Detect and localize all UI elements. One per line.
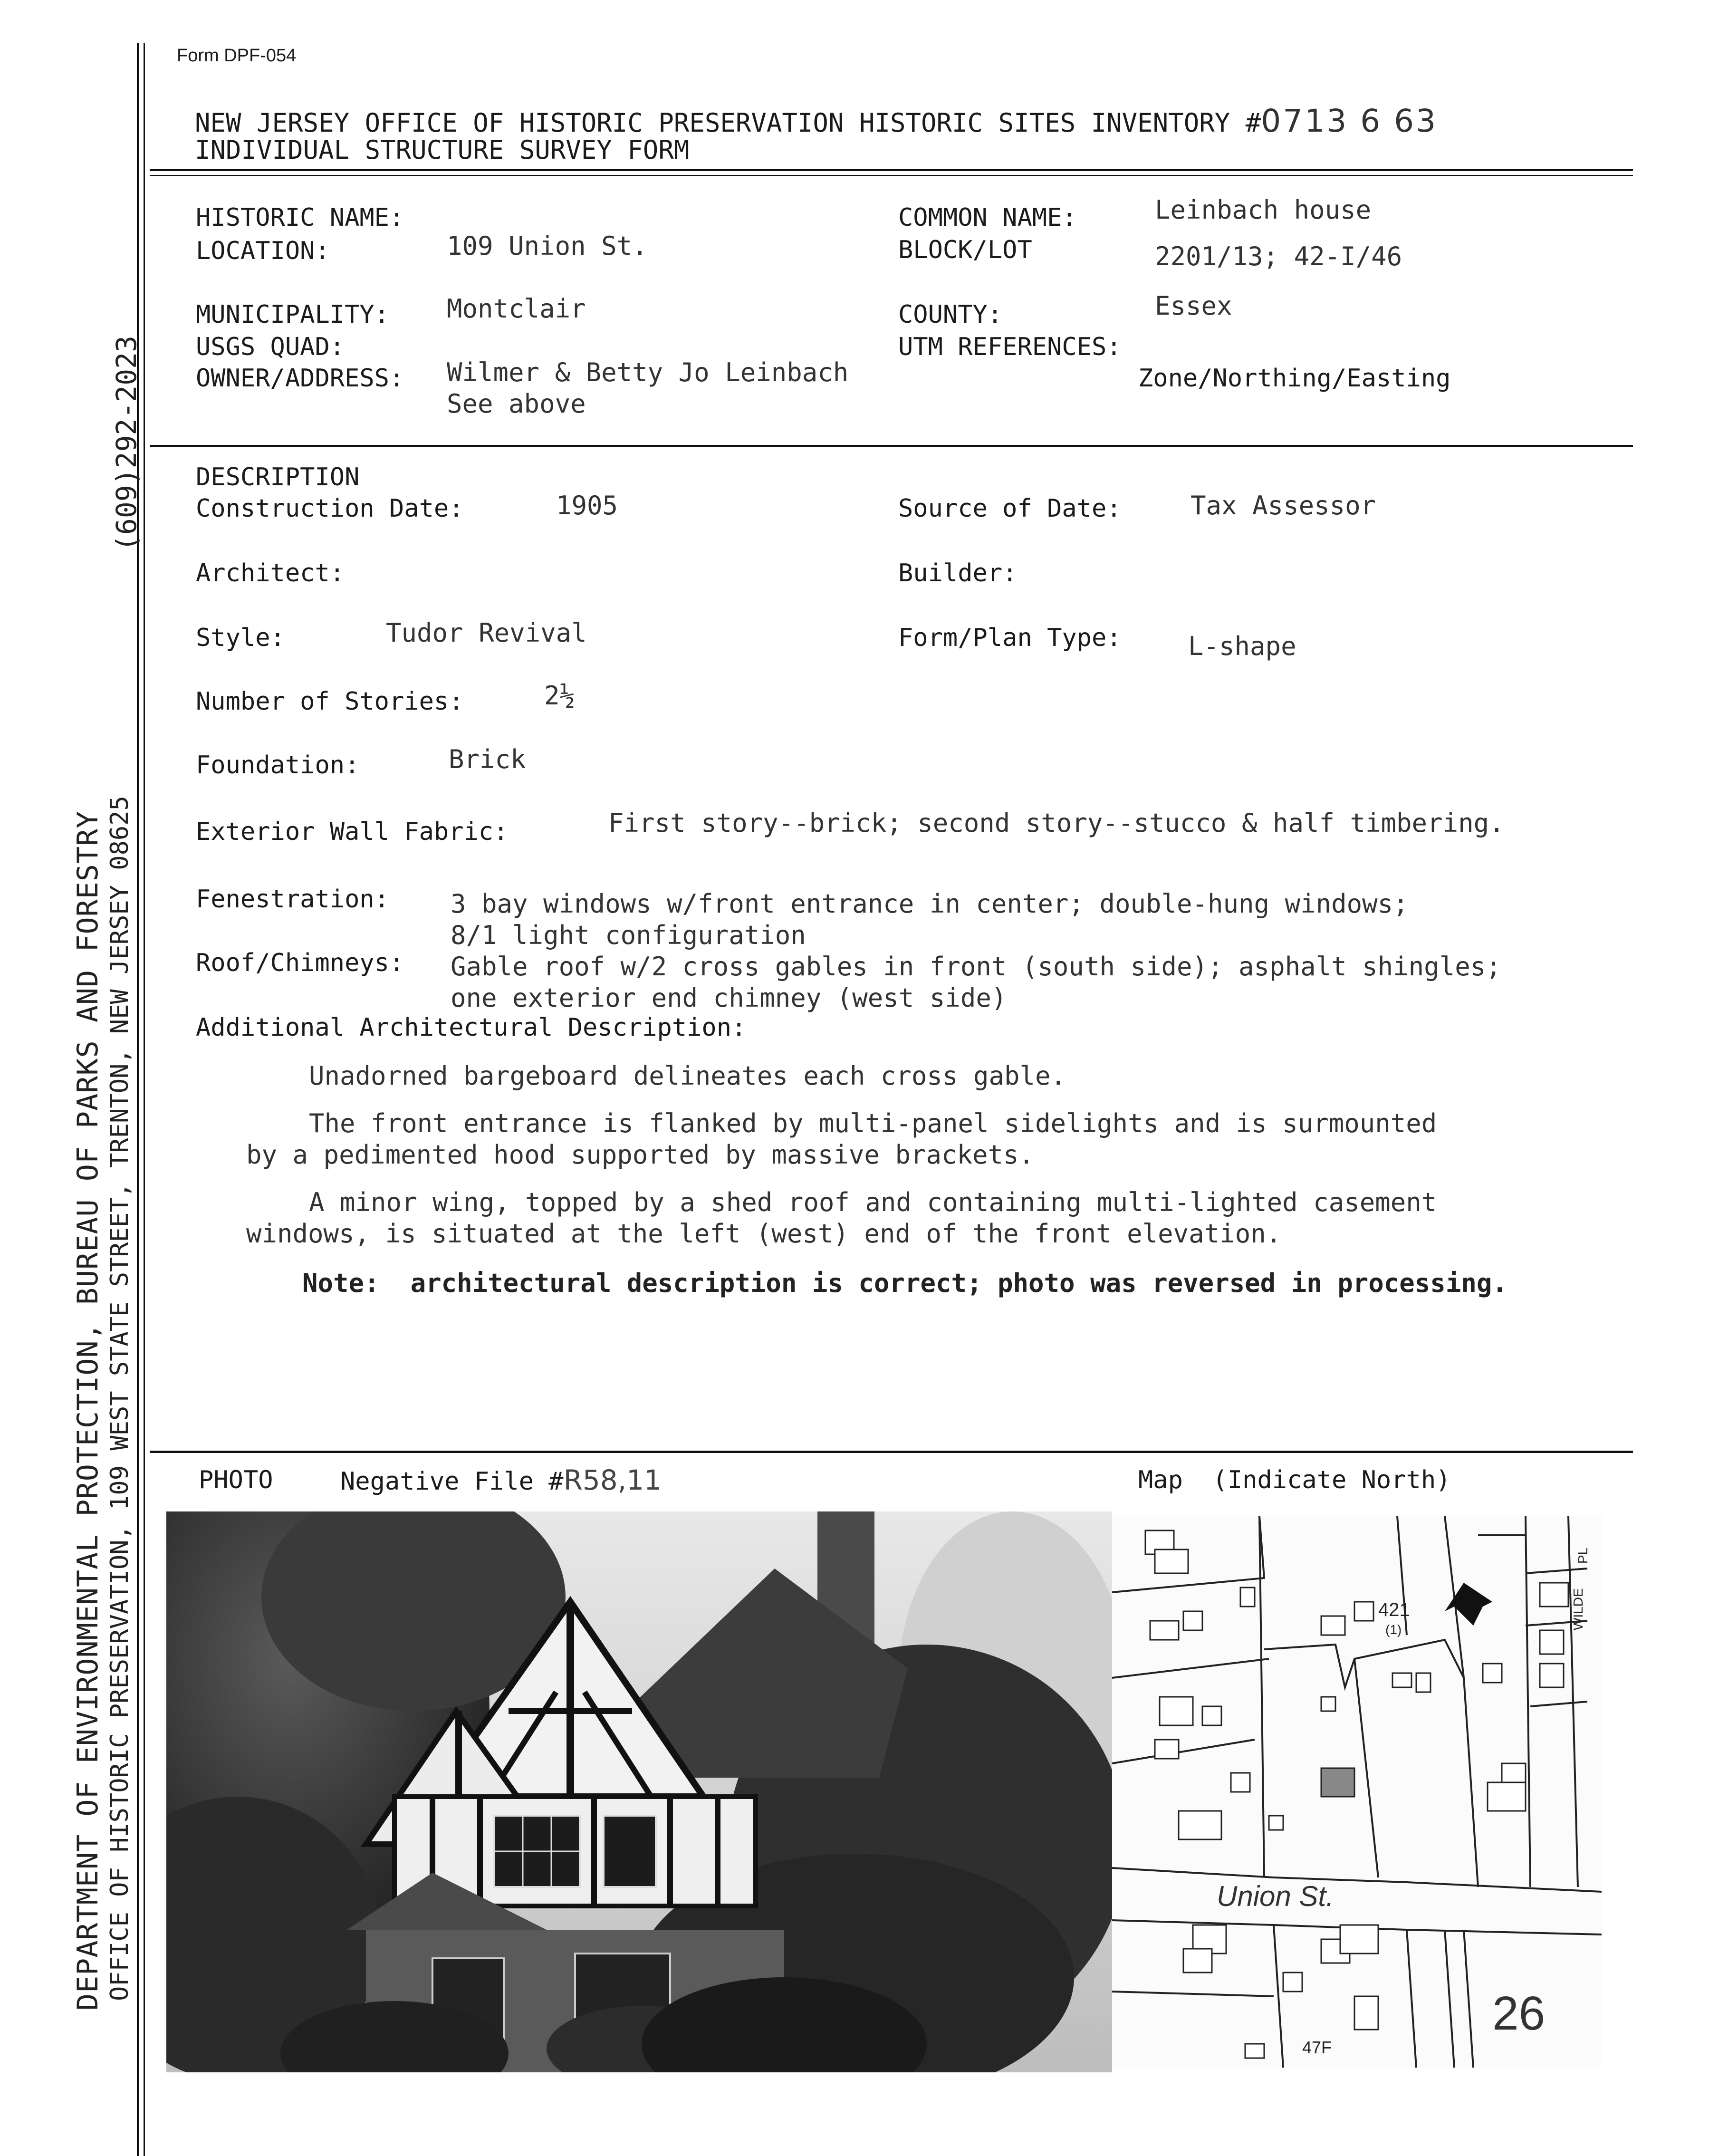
source-of-date-label: Source of Date: — [898, 494, 1122, 523]
description-heading: DESCRIPTION — [196, 463, 360, 491]
county-label: COUNTY: — [898, 300, 1003, 329]
house-photo — [166, 1511, 1112, 2072]
wall-fabric-value: First story--brick; second story--stucco & half timbering. — [608, 808, 1505, 838]
county-value: Essex — [1155, 291, 1232, 321]
stories-label: Number of Stories: — [196, 687, 464, 716]
source-of-date-value: Tax Assessor — [1191, 491, 1376, 520]
map-pl-label: PL — [1575, 1547, 1590, 1564]
inventory-number: 0713 6 63 — [1261, 103, 1438, 139]
roof-line1: Gable roof w/2 cross gables in front (south side); asphalt shingles; — [451, 952, 1501, 982]
location-value: 109 Union St. — [447, 231, 648, 261]
note-label: Note: — [302, 1268, 380, 1298]
processing-note — [302, 1268, 1507, 1298]
header-divider-thin — [150, 175, 1633, 176]
map-lot-421-sub: (1) — [1385, 1622, 1402, 1637]
header-subtitle: INDIVIDUAL STRUCTURE SURVEY FORM — [195, 135, 690, 165]
sidebar-phone: (609)292-2023 — [110, 336, 143, 551]
map-page-number: 26 — [1492, 1987, 1546, 2040]
note-text: architectural description is correct; photo was reversed in processing. — [410, 1268, 1507, 1298]
utm-subheading: Zone/Northing/Easting — [1138, 364, 1451, 393]
location-label: LOCATION: — [196, 237, 330, 265]
style-value: Tudor Revival — [386, 618, 587, 648]
utm-references-label: UTM REFERENCES: — [898, 333, 1122, 361]
additional-para1: Unadorned bargeboard delineates each cross gable. — [309, 1061, 1066, 1091]
wall-fabric-label: Exterior Wall Fabric: — [196, 818, 509, 846]
map-label — [1138, 1466, 1450, 1494]
owner-value-line2: See above — [447, 389, 586, 419]
tax-map-drawing — [1112, 1516, 1602, 2068]
header-line1: NEW JERSEY OFFICE OF HISTORIC PRESERVATION HISTORIC SITES INVENTORY # — [195, 108, 1261, 138]
map-instruction: (Indicate North) — [1212, 1466, 1451, 1494]
block-lot-value: 2201/13; 42-I/46 — [1155, 241, 1402, 271]
tax-map — [1112, 1516, 1602, 2068]
foundation-value: Brick — [449, 744, 526, 774]
negative-file — [340, 1464, 662, 1496]
fenestration-line1: 3 bay windows w/front entrance in center; double-hung windows; — [451, 889, 1409, 919]
additional-para2-line1: The front entrance is flanked by multi-panel sidelights and is surmounted — [309, 1108, 1437, 1138]
builder-label: Builder: — [898, 559, 1018, 587]
description-divider — [150, 1451, 1633, 1453]
form-plan-type-value: L-shape — [1188, 631, 1296, 661]
additional-para3-line2: windows, is situated at the left (west) end of the front elevation. — [246, 1219, 1282, 1249]
roof-chimneys-label: Roof/Chimneys: — [196, 949, 404, 977]
header-divider — [150, 169, 1633, 171]
additional-description-label: Additional Architectural Description: — [196, 1013, 747, 1042]
municipality-label: MUNICIPALITY: — [196, 300, 389, 329]
stories-value: 2½ — [544, 681, 576, 711]
historic-name-label: HISTORIC NAME: — [196, 203, 404, 232]
block-lot-label: BLOCK/LOT — [898, 236, 1032, 264]
common-name-label: COMMON NAME: — [898, 203, 1077, 232]
negative-file-number: R58,11 — [563, 1464, 662, 1496]
form-plan-type-label: Form/Plan Type: — [898, 624, 1122, 652]
fenestration-line2: 8/1 light configuration — [451, 920, 806, 950]
architect-label: Architect: — [196, 559, 345, 587]
owner-address-label: OWNER/ADDRESS: — [196, 364, 404, 393]
map-lot-421: 421 — [1378, 1599, 1410, 1620]
usgs-quad-label: USGS QUAD: — [196, 333, 345, 361]
fenestration-label: Fenestration: — [196, 885, 389, 914]
style-label: Style: — [196, 624, 285, 652]
additional-para2-line2: by a pedimented hood supported by massive brackets. — [246, 1140, 1035, 1170]
form-id: Form DPF-054 — [177, 46, 297, 66]
municipality-value: Montclair — [447, 294, 586, 324]
left-border-rule-inner — [144, 43, 145, 2156]
negative-file-label: Negative File # — [340, 1467, 564, 1496]
header-title — [195, 103, 1438, 139]
house-photo-image — [166, 1511, 1112, 2072]
foundation-label: Foundation: — [196, 751, 360, 780]
common-name-value: Leinbach house — [1155, 195, 1372, 225]
construction-date-label: Construction Date: — [196, 494, 464, 523]
sidebar-office-address: OFFICE OF HISTORIC PRESERVATION, 109 WEST STATE STREET, TRENTON, NEW JERSEY 08625 — [106, 796, 134, 2001]
owner-value-line1: Wilmer & Betty Jo Leinbach — [447, 357, 849, 387]
map-label-text: Map — [1138, 1466, 1183, 1494]
map-lot-47f: 47F — [1302, 2038, 1332, 2057]
additional-para3-line1: A minor wing, topped by a shed roof and containing multi-lighted casement — [309, 1187, 1437, 1217]
identification-divider — [150, 445, 1633, 447]
map-union-street: Union St. — [1217, 1880, 1334, 1912]
photo-label: PHOTO — [199, 1466, 273, 1494]
roof-line2: one exterior end chimney (west side) — [451, 983, 1007, 1013]
construction-date-value: 1905 — [556, 491, 618, 520]
sidebar-department: DEPARTMENT OF ENVIRONMENTAL PROTECTION, BUREAU OF PARKS AND FORESTRY — [71, 810, 105, 2011]
map-wilde-label: WILDE — [1571, 1588, 1585, 1630]
